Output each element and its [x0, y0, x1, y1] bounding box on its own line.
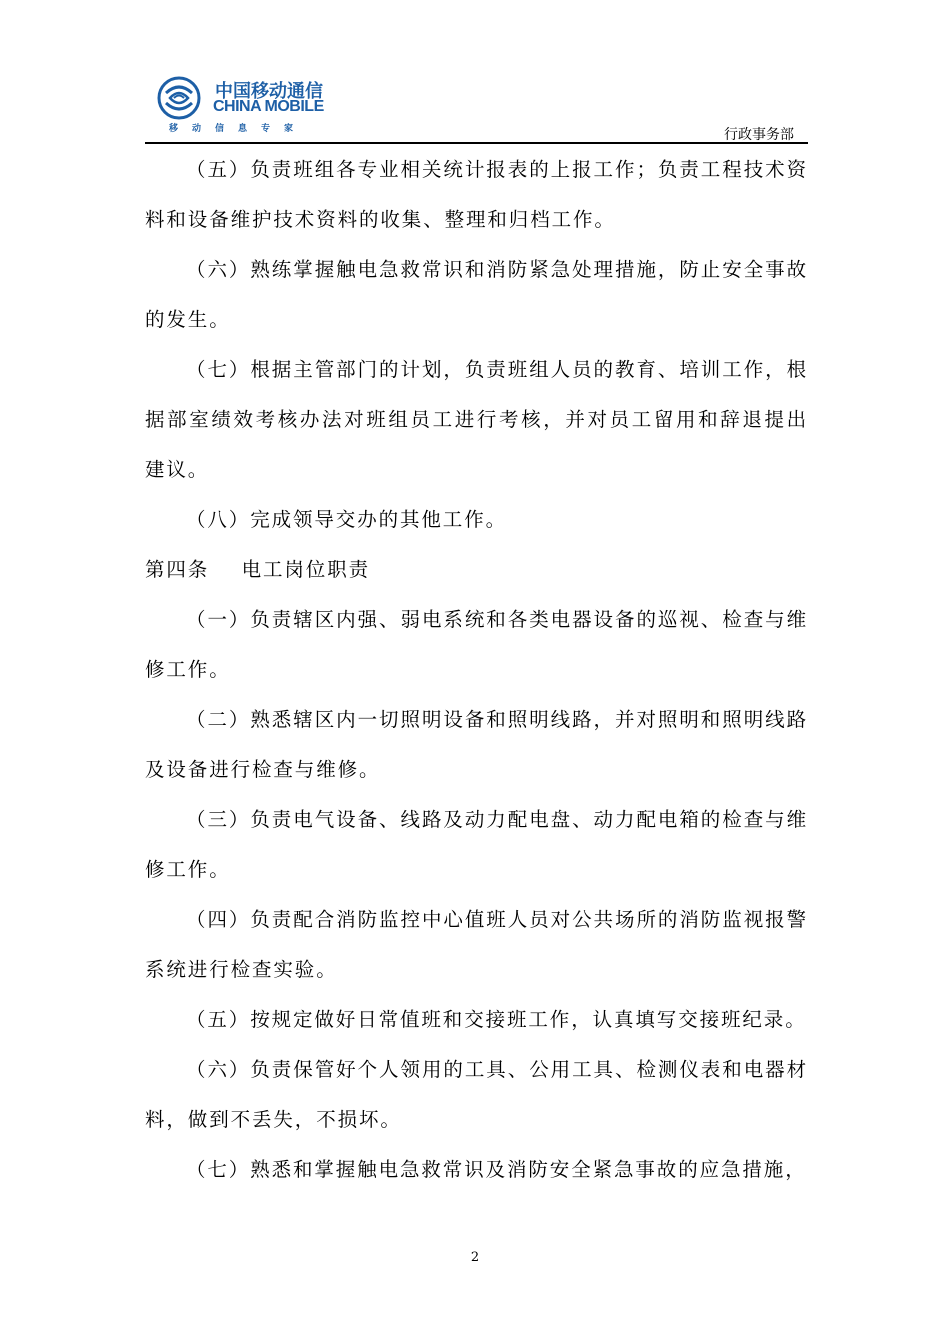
clause-seven: （七）根据主管部门的计划，负责班组人员的教育、培训工作，根据部室绩效考核办法对班组员工进行考核，并对员工留用和辞退提出建议。 — [145, 358, 808, 481]
electrician-clause-seven: （七）熟悉和掌握触电急救常识及消防安全紧急事故的应急措施， — [186, 1158, 807, 1181]
document-body — [145, 145, 808, 1195]
department-label: 行政事务部 — [724, 127, 794, 143]
header-rule — [145, 142, 808, 144]
logo-english-name: CHINA MOBILE — [213, 98, 324, 115]
article-heading: 第四条 电工岗位职责 — [145, 558, 370, 581]
clause-six: （六）熟练掌握触电急救常识和消防紧急处理措施，防止安全事故的发生。 — [145, 258, 808, 331]
electrician-clause-two: （二）熟悉辖区内一切照明设备和照明线路，并对照明和照明线路及设备进行检查与维修。 — [145, 708, 808, 781]
electrician-clause-three: （三）负责电气设备、线路及动力配电盘、动力配电箱的检查与维修工作。 — [145, 808, 808, 881]
electrician-clause-four: （四）负责配合消防监控中心值班人员对公共场所的消防监视报警系统进行检查实验。 — [145, 908, 808, 981]
electrician-clause-one: （一）负责辖区内强、弱电系统和各类电器设备的巡视、检查与维修工作。 — [145, 608, 808, 681]
logo-slogan: 移动信息专家 — [169, 124, 308, 134]
clause-five: （五）负责班组各专业相关统计报表的上报工作；负责工程技术资料和设备维护技术资料的收集、整理和归档工作。 — [145, 158, 808, 231]
china-mobile-logo — [155, 70, 325, 138]
page-number: 2 — [470, 1250, 480, 1265]
electrician-clause-five: （五）按规定做好日常值班和交接班工作，认真填写交接班纪录。 — [186, 1008, 807, 1031]
logo-chinese-name: 中国移动通信 — [215, 81, 323, 102]
china-mobile-logo-icon — [157, 76, 201, 120]
page-header — [145, 68, 808, 146]
electrician-clause-six: （六）负责保管好个人领用的工具、公用工具、检测仪表和电器材料，做到不丢失，不损坏。 — [145, 1058, 808, 1131]
clause-eight: （八）完成领导交办的其他工作。 — [186, 508, 508, 531]
